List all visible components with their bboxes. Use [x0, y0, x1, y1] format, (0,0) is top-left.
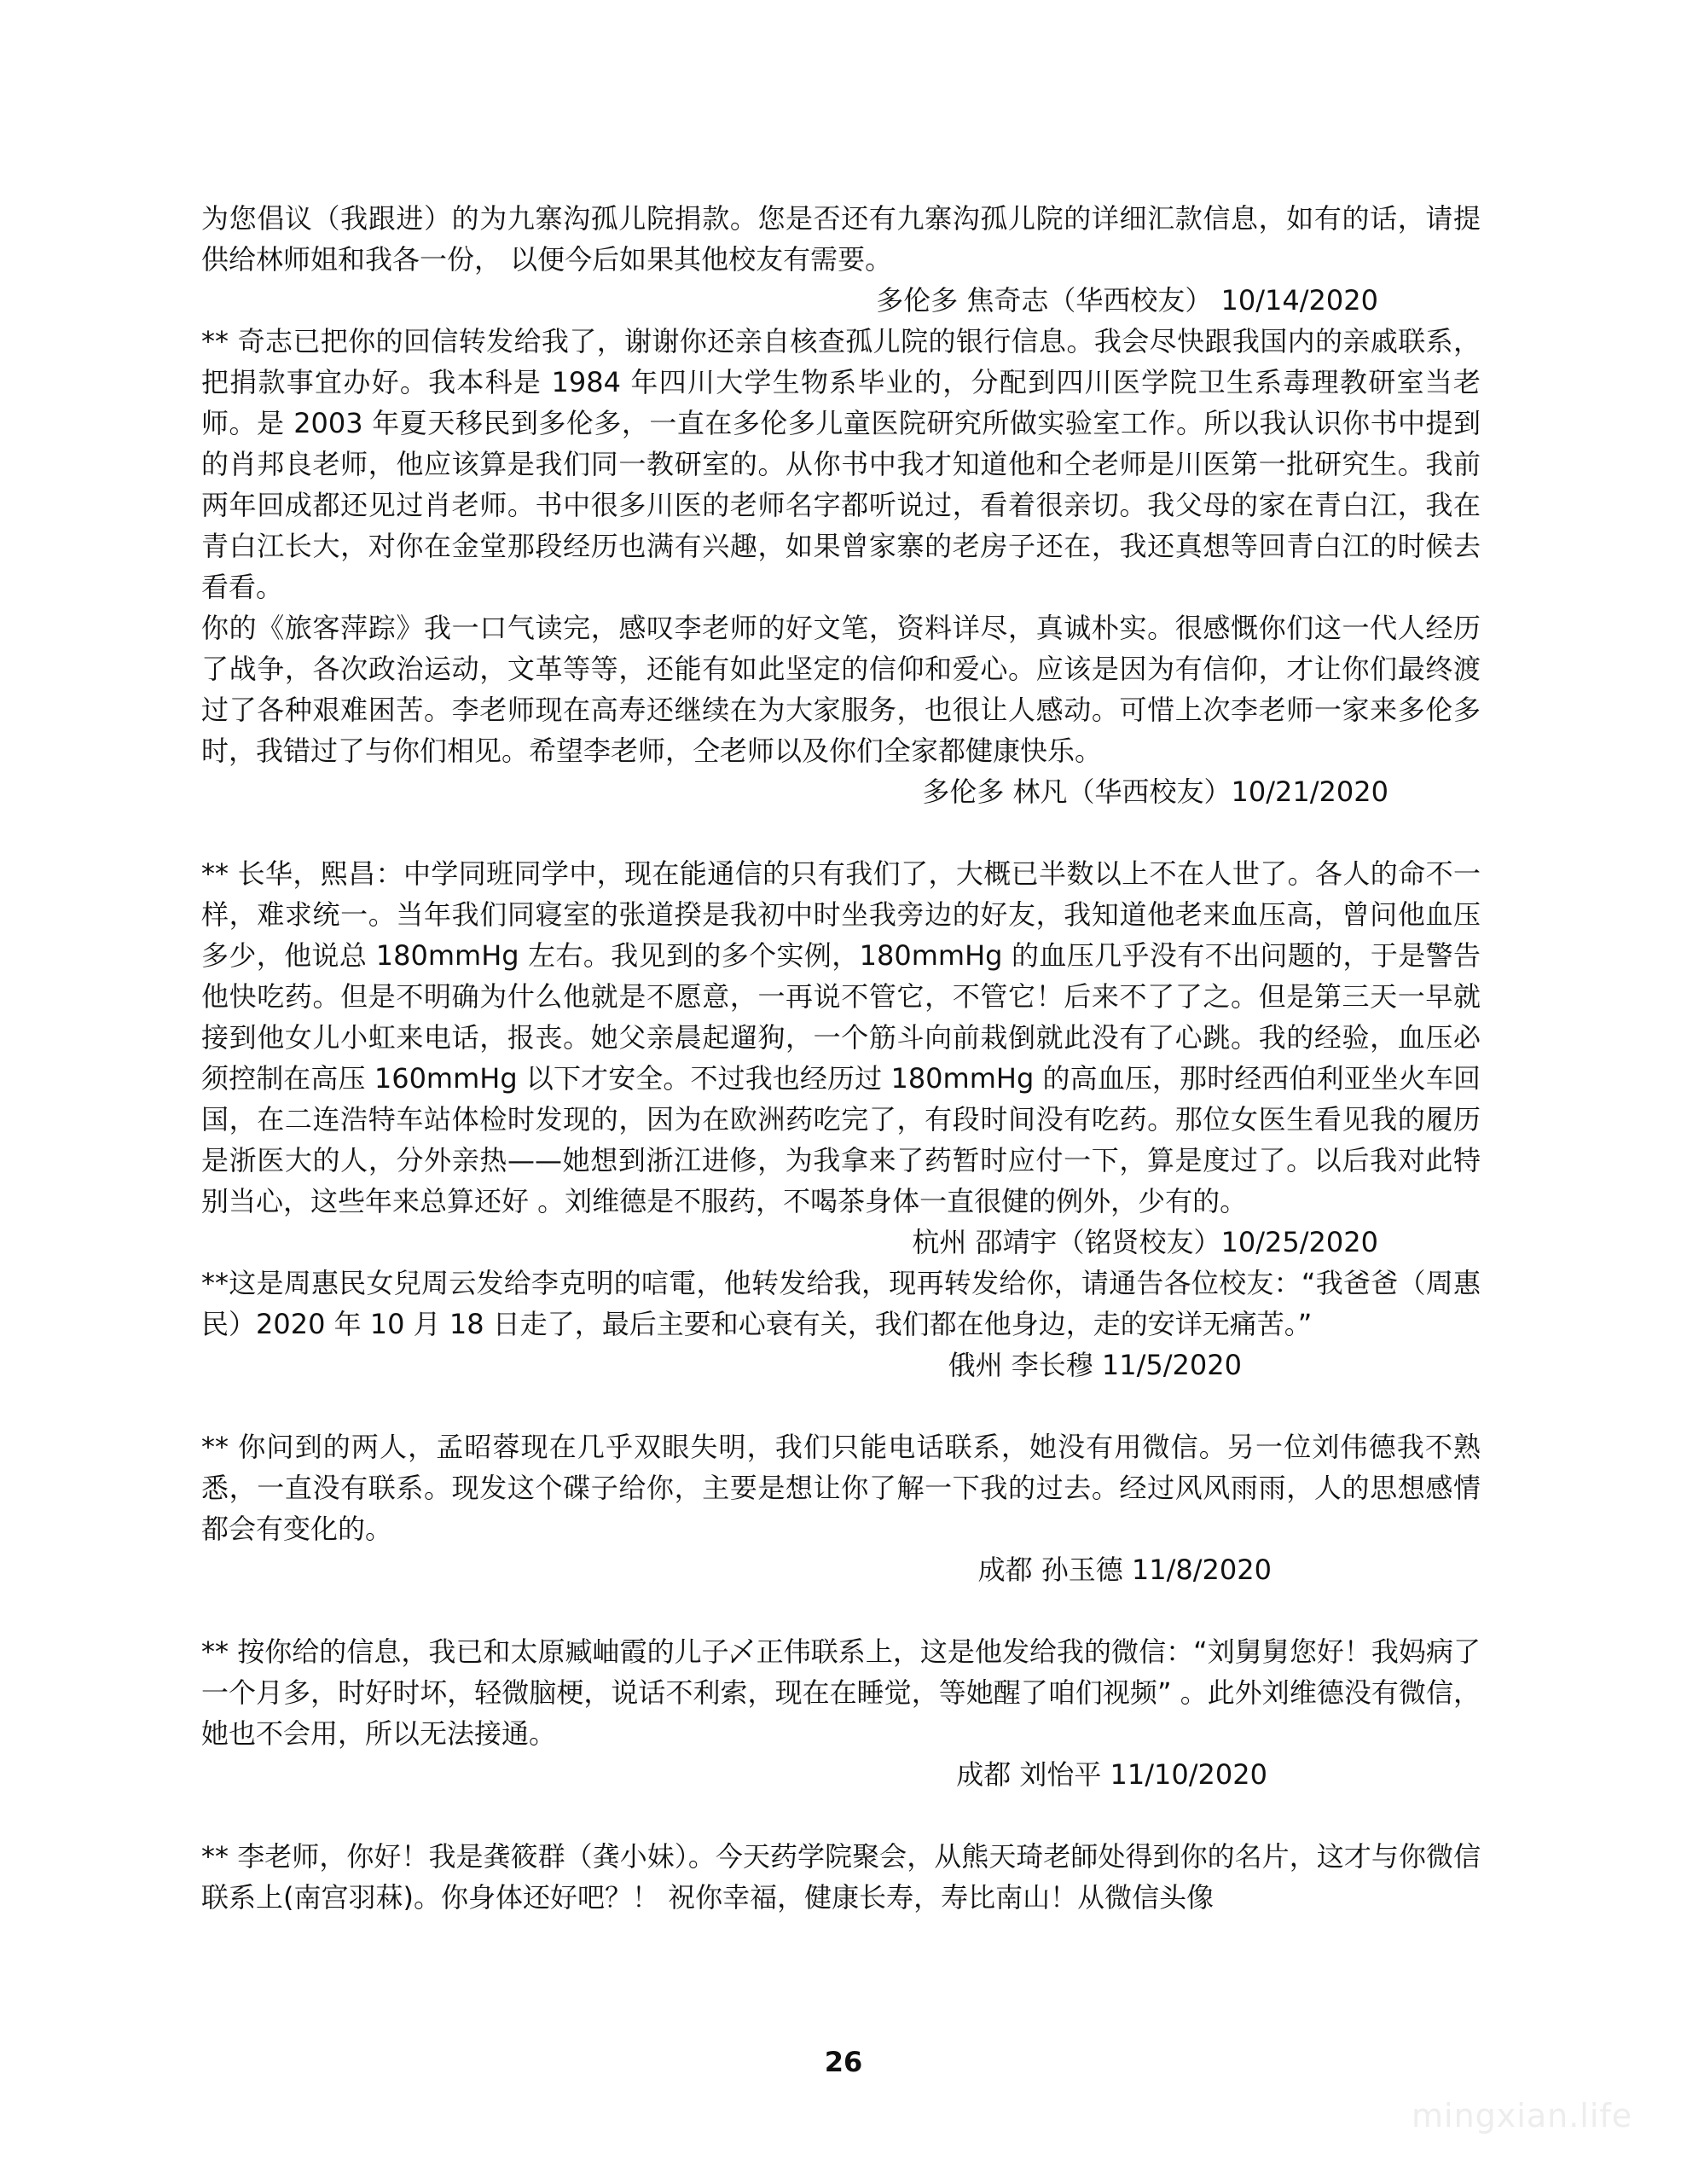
paragraph-gap	[201, 1590, 1481, 1631]
entry-2-signature: 多伦多 林凡（华西校友）10/21/2020	[922, 775, 1388, 808]
paragraph-gap	[201, 812, 1481, 853]
entry-1-signature: 多伦多 焦奇志（华西校友） 10/14/2020	[876, 284, 1378, 317]
page-number: 26	[824, 2046, 863, 2078]
paragraph-gap	[201, 1385, 1481, 1426]
entry-3-text: ** 长华，熙昌：中学同班同学中，现在能通信的只有我们了，大概已半数以上不在人世了。各人的命不一样，难求统一。当年我们同寝室的张道揆是我初中时坐我旁边的好友，我知道他老来血压高，曾问他血压多少，他说总 180mmHg 左右。我见到的多个实例，180mmHg 的血压几乎没有不出问题的，于是警告他快吃药。但是不明确为什么他就是不愿意，一再说不管它，不管它！后来不了了之。但是第三天一早就接到他女儿小虹来电话，报丧。她父亲晨起遛狗，一个筋斗向前栽倒就此没有了心跳。我的经验，血压必须控制在高压 160mmHg 以下才安全。不过我也经历过 180mmHg 的高血压，那时经西伯利亚坐火车回国，在二连浩特车站体检时发现的，因为在欧洲药吃完了，有段时间没有吃药。那位女医生看见我的履历是浙医大的人，分外亲热——她想到浙江进修，为我拿来了药暂时应付一下，算是度过了。以后我对此特别当心，这些年来总算还好 。刘维德是不服药，不喝茶身体一直很健的例外，少有的。	[201, 857, 1481, 1217]
entry-2-text-continued: 你的《旅客萍踪》我一口气读完，感叹李老师的好文笔，资料详尽，真诚朴实。很感慨你们这一代人经历了战争，各次政治运动，文革等等，还能有如此坚定的信仰和爱心。应该是因为有信仰，才让你们最终渡过了各种艰难困苦。李老师现在高寿还继续在为大家服务，也很让人感动。可惜上次李老师一家来多伦多时，我错过了与你们相见。希望李老师，仝老师以及你们全家都健康快乐。	[201, 612, 1481, 767]
entry-1-text: 为您倡议（我跟进）的为九寨沟孤儿院捐款。您是否还有九寨沟孤儿院的详细汇款信息，如有的话，请提供给林师姐和我各一份， 以便今后如果其他校友有需要。	[201, 202, 1481, 276]
entry-5-signature: 成都 孙玉德 11/8/2020	[977, 1554, 1272, 1586]
entry-7-text: ** 李老师，你好！我是龚筱群（龚小妹）。今天药学院聚会，从熊天琦老師处得到你的名片，这才与你微信联系上(南宫羽菻)。你身体还好吧？！ 祝你幸福，健康长寿，寿比南山！从微信头像	[201, 1840, 1481, 1914]
page-body	[201, 198, 1481, 1918]
entry-3-signature: 杭州 邵靖宇（铭贤校友）10/25/2020	[912, 1226, 1378, 1258]
paragraph-gap	[201, 1795, 1481, 1836]
entry-2-text: ** 奇志已把你的回信转发给我了，谢谢你还亲自核查孤儿院的银行信息。我会尽快跟我国内的亲戚联系，把捐款事宜办好。我本科是 1984 年四川大学生物系毕业的，分配到四川医学院卫生系毒理教研室当老师。是 2003 年夏天移民到多伦多，一直在多伦多儿童医院研究所做实验室工作。所以我认识你书中提到的肖邦良老师，他应该算是我们同一教研室的。从你书中我才知道他和仝老师是川医第一批研究生。我前两年回成都还见过肖老师。书中很多川医的老师名字都听说过，看着很亲切。我父母的家在青白江，我在青白江长大，对你在金堂那段经历也满有兴趣，如果曾家寨的老房子还在，我还真想等回青白江的时候去看看。	[201, 325, 1481, 603]
entry-6-text: ** 按你给的信息，我已和太原臧岫霞的儿子乄正伟联系上，这是他发给我的微信：“刘舅舅您好！我妈病了一个月多，时好时坏，轻微脑梗，说话不利索，现在在睡觉，等她醒了咱们视频” 。此外刘维德没有微信，她也不会用，所以无法接通。	[201, 1635, 1481, 1750]
entry-5-text: ** 你问到的两人，孟昭蓉现在几乎双眼失明，我们只能电话联系，她没有用微信。另一位刘伟德我不熟悉，一直没有联系。现发这个碟子给你，主要是想让你了解一下我的过去。经过风风雨雨，人的思想感情都会有变化的。	[201, 1431, 1481, 1545]
entry-4-text: **这是周惠民女兒周云发给李克明的唁電，他转发给我，现再转发给你，请通告各位校友：“我爸爸（周惠民）2020 年 10 月 18 日走了，最后主要和心衰有关，我们都在他身边，走的安详无痛苦。”	[201, 1267, 1481, 1340]
entry-6-signature: 成都 刘怡平 11/10/2020	[956, 1758, 1267, 1791]
entry-4-signature: 俄州 李长穆 11/5/2020	[948, 1349, 1242, 1381]
watermark: mingxian.life	[1412, 2097, 1633, 2135]
